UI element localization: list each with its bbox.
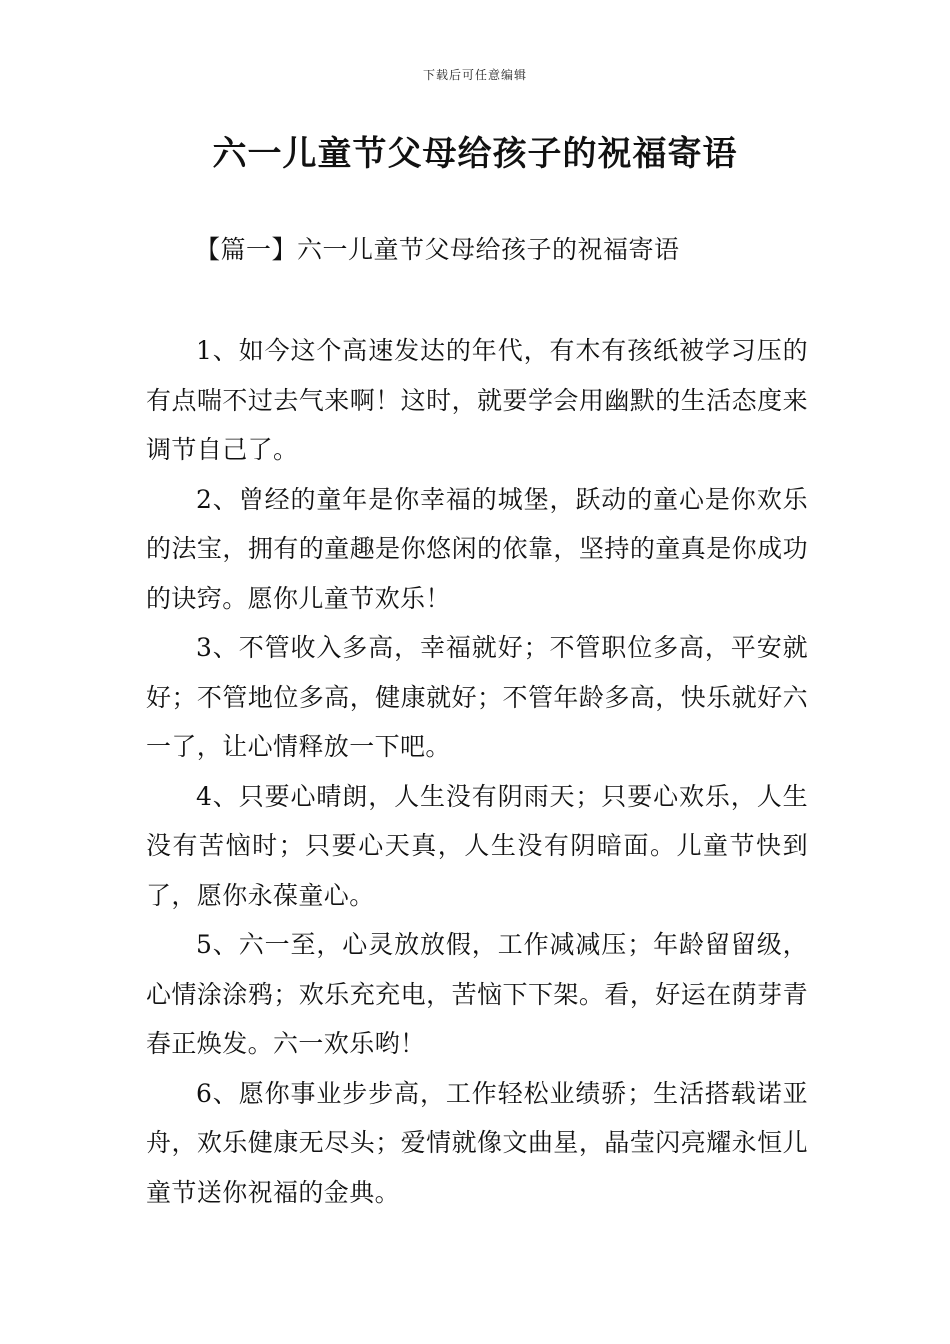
paragraph: 1、如今这个高速发达的年代，有木有孩纸被学习压的有点喘不过去气来啊！这时，就要学会用幽默的生活态度来调节自己了。	[146, 336, 808, 464]
paragraph: 4、只要心晴朗，人生没有阴雨天；只要心欢乐，人生没有苦恼时；只要心天真，人生没有阴暗面。儿童节快到了，愿你永葆童心。	[146, 781, 808, 910]
paragraph: 2、曾经的童年是你幸福的城堡，跃动的童心是你欢乐的法宝，拥有的童趣是你悠闲的依靠，坚持的童真是你成功的诀窍。愿你儿童节欢乐！	[146, 484, 808, 613]
document-title: 六一儿童节父母给孩子的祝福寄语	[212, 134, 738, 174]
section-heading: 【篇一】六一儿童节父母给孩子的祝福寄语	[195, 235, 680, 264]
paragraph: 6、愿你事业步步高，工作轻松业绩骄；生活搭载诺亚舟，欢乐健康无尽头；爱情就像文曲星，晶莹闪亮耀永恒儿童节送你祝福的金典。	[146, 1078, 808, 1207]
paragraph: 5、六一至，心灵放放假，工作减减压；年龄留留级，心情涂涂鸦；欢乐充充电，苦恼下下架。看，好运在荫芽青春正焕发。六一欢乐哟！	[146, 930, 808, 1058]
document-body	[146, 326, 808, 1217]
paragraph: 3、不管收入多高，幸福就好；不管职位多高，平安就好；不管地位多高，健康就好；不管年龄多高，快乐就好六一了，让心情释放一下吧。	[146, 633, 808, 761]
header-note: 下载后可任意编辑	[422, 68, 527, 82]
